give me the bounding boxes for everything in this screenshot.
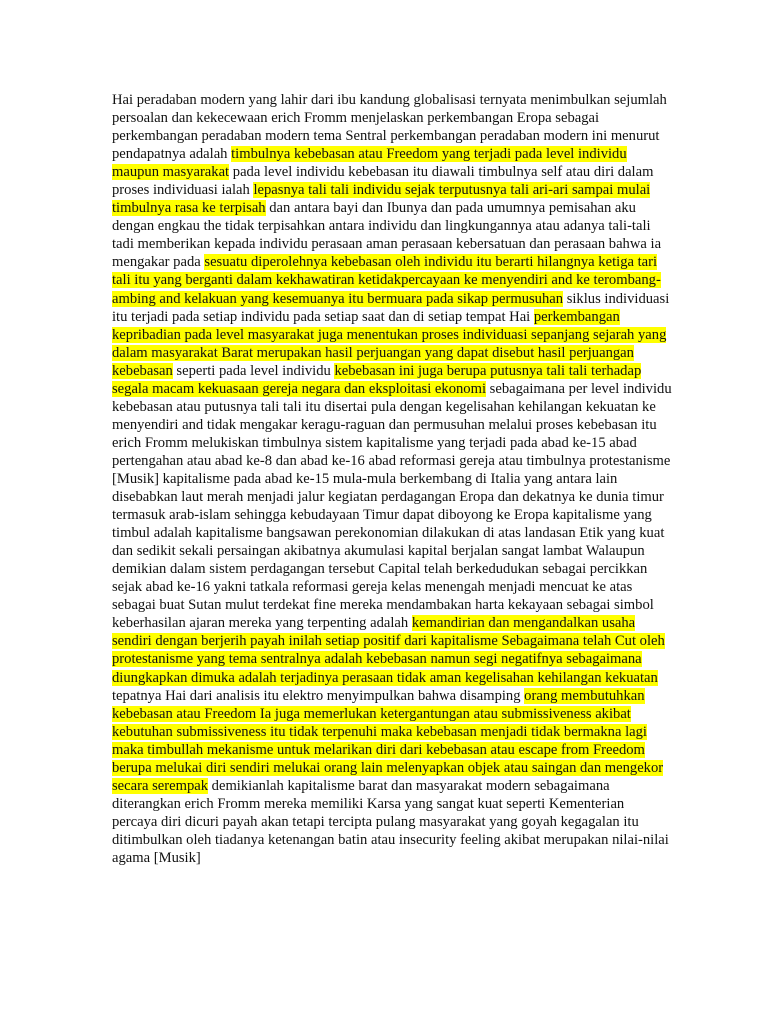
text-segment: seperti pada level individu bbox=[172, 362, 335, 379]
text-segment: tepatnya Hai dari analisis itu elektro menyimpulkan bahwa disamping bbox=[112, 687, 525, 704]
text-segment: siklus individuasi itu terjadi pada setiap individu pada setiap saat dan di setiap tempat Hai bbox=[112, 290, 670, 325]
highlighted-text: sesuatu diperolehnya kebebasan oleh individu itu berarti hilangnya ketiga tari tali itu yang berganti dalam kekhawatiran ketidakpercayaan ke menyendiri and ke terombang-ambing and kelakuan yang kesemuanya itu bermuara pada sikap permusuhan bbox=[112, 254, 661, 307]
text-segment: Hai peradaban modern yang lahir dari ibu kandung globalisasi ternyata menimbulkan sejumlah persoalan dan kekecewaan erich Fromm menjelaskan perkembangan Eropa sebagai perkembangan peradaban modern tema Sentral perkembangan peradaban modern ini menurut pendapatnya adalah bbox=[112, 92, 667, 163]
text-segment: pada level individu kebebasan itu diawali timbulnya self atau diri dalam proses individuasi ialah bbox=[112, 164, 654, 199]
text-segment: demikianlah kapitalisme barat dan masyarakat modern sebagaimana diterangkan erich Fromm mereka memiliki Karsa yang sangat kuat seperti Kementerian percaya diri dicuri payah akan tetapi tercipta pulang masyarakat yang goyah kegagalan itu ditimbulkan oleh tiadanya ketenangan batin atau insecurity feeling akibat merupakan nilai-nilai agama [Musik] bbox=[112, 777, 669, 866]
text-segment: dan antara bayi dan Ibunya dan pada umumnya pemisahan aku dengan engkau the tidak terpisahkan antara individu dan lingkungannya atau adanya tali-tali tadi memberikan kepada individu perasaan aman perasaan kebersatuan dan perasaan bahwa ia mengakar pada bbox=[112, 200, 662, 271]
highlighted-text: perkembangan kepribadian pada level masyarakat juga menentukan proses individuasi sepanjang sejarah yang dalam masyarakat Barat merupakan hasil perjuangan yang dapat disebut hasil perjuangan kebebasan bbox=[112, 308, 667, 379]
highlighted-text: kemandirian dan mengandalkan usaha sendiri dengan berjerih payah inilah setiap positif dari kapitalisme Sebagaimana telah Cut oleh protestanisme yang tema sentralnya adalah kebebasan namun segi negatifnya sebagaimana diungkapkan dimuka adalah terjadinya perasaan tidak aman kegelisahan kehilangan kekuatan bbox=[112, 615, 665, 686]
highlighted-text: timbulnya kebebasan atau Freedom yang terjadi pada level individu maupun masyarakat bbox=[112, 146, 627, 181]
highlighted-text: kebebasan ini juga berupa putusnya tali tali terhadap segala macam kekuasaan gereja negara dan eksploitasi ekonomi bbox=[112, 362, 642, 397]
text-segment: sebagaimana per level individu kebebasan atau putusnya tali tali itu disertai pula dengan kegelisahan kehilangan kekuatan ke menyendiri and tidak mengakar keragu-raguan dan permusuhan melalui proses kebebasan itu erich Fromm melukiskan timbulnya sistem kapitalisme yang terjadi pada abad ke-15 abad pertengahan atau abad ke-8 dan abad ke-16 abad reformasi gereja atau timbulnya protestanisme [Musik] kapitalisme pada abad ke-15 mula-mula berkembang di Italia yang antara lain disebabkan laut merah menjadi jalur kegiatan perdagangan Eropa dan dekatnya ke dunia timur termasuk arab-islam sehingga kebudayaan Timur dapat diboyong ke Eropa kapitalisme yang timbul adalah kapitalisme bangsawan perekonomian dilakukan di atas landasan Etik yang kuat dan sedikit sekali persaingan akibatnya akumulasi kapital berjalan sangat lambat Walaupun demikian dalam sistem perdagangan tersebut Capital telah berkedudukan sebagai percikkan sejak abad ke-16 yakni tatkala reformasi gereja kelas menengah menjadi mencuat ke atas sebagai buat Sutan mulut terdekat fine mereka mendambakan harta kekayaan sebagai simbol keberhasilan ajaran mereka yang terpenting adalah bbox=[112, 380, 672, 632]
highlighted-text: lepasnya tali tali individu sejak terputusnya tali ari-ari sampai mulai timbulnya rasa ke terpisah bbox=[112, 182, 651, 217]
document-paragraph bbox=[112, 91, 672, 867]
highlighted-text: orang membutuhkan kebebasan atau Freedom Ia juga memerlukan ketergantungan atau submissiveness akibat kebutuhan submissiveness itu tidak terpenuhi maka kebebasan menjadi tidak bermakna lagi maka timbullah mekanisme untuk melarikan diri dari kebebasan atau escape from Freedom berupa melukai diri sendiri melukai orang lain melenyapkan objek atau saingan dan mengekor secara serempak bbox=[112, 687, 664, 794]
